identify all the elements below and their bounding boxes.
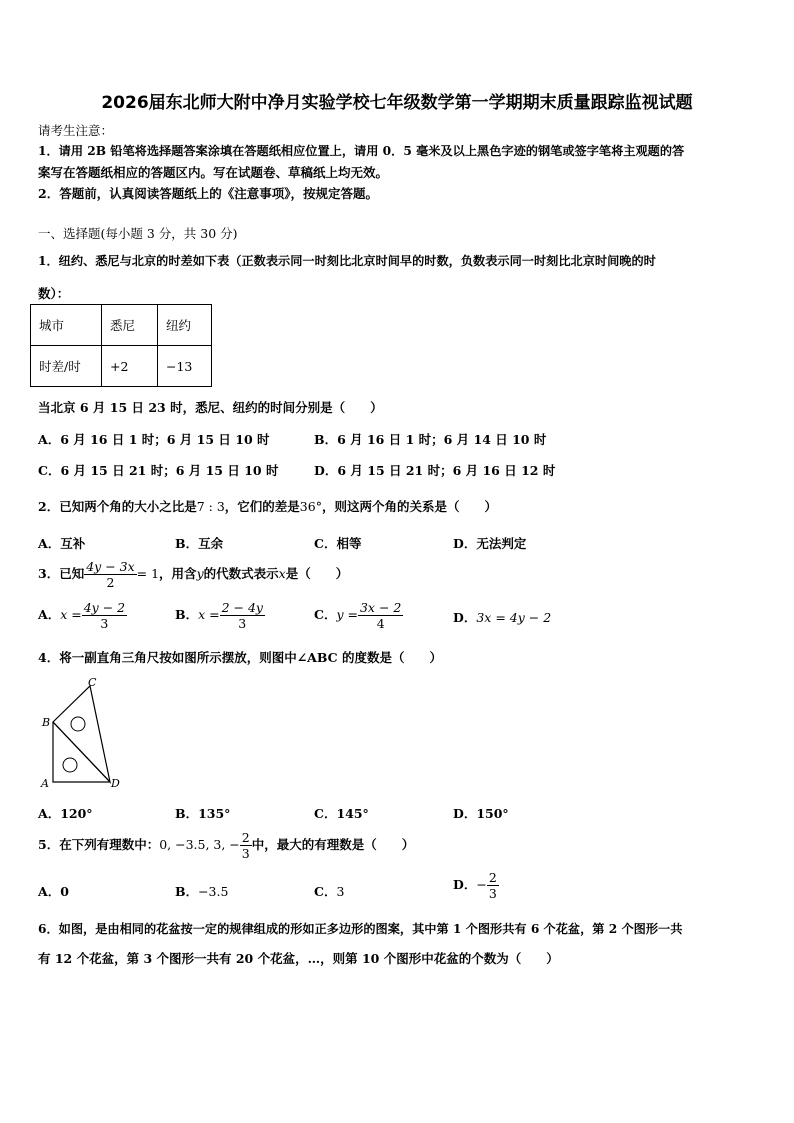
option-lhs: y = [336,607,358,622]
q4-stem: 4．将一副直角三角尺按如图所示摆放，则图中∠ABC 的度数是（ ） [38,650,442,665]
section-heading: 一、选择题(每小题 3 分，共 30 分) [38,226,238,241]
q2-option-c: C．相等 [314,536,362,551]
q5-stem-b: 中，最大的有理数是（ ） [251,837,415,852]
q3-given-rhs: = 1 [136,566,160,581]
square-b-outline [53,686,110,782]
notice-item1-line2: 案写在答题纸相应的答题区内。写在试题卷、草稿纸上均无效。 [38,165,389,180]
notice-heading: 请考生注意： [38,123,114,138]
q4-option-b: B．135° [175,806,231,821]
q2-stem [38,497,497,515]
q2-stem-c: ，则这两个角的关系是（ ） [321,499,497,514]
q6-line1: 6．如图，是由相同的花盆按一定的规律组成的形如正多边形的图案，其中第 1 个图形共有 6 个花盆，第 2 个图形一共 [38,922,683,936]
q5-option-b [175,882,228,900]
point-label-c: C [88,676,97,689]
fraction-numerator: 4y − 3x [86,559,135,574]
q3-option-a [38,600,127,631]
table-row [31,346,212,387]
q1-line2: 数）： [38,286,70,301]
option-fraction [82,600,127,631]
table-cell: 悉尼 [102,305,158,346]
option-expression: 3x = 4y − 2 [476,610,552,625]
q2-option-d: D．无法判定 [453,536,527,551]
option-sign: − [476,877,487,892]
q1-option-d: D．6 月 15 日 21 时；6 月 16 日 12 时 [314,463,556,478]
fraction-denominator: 3 [488,886,497,901]
fraction-numerator: 4y − 2 [83,600,126,615]
option-value: −3.5 [198,884,229,899]
fraction-denominator: 3 [100,616,109,631]
option-label: D． [453,610,477,625]
option-fraction [487,870,499,901]
q6-line2: 有 12 个花盆，第 3 个图形一共有 20 个花盆，…，则第 10 个图形中花盆的个数为（ ） [38,951,559,966]
fraction-denominator: 3 [241,846,250,861]
q2-option-a: A．互补 [38,536,86,551]
option-lhs: x = [60,607,82,622]
q1-option-c: C．6 月 15 日 21 时；6 月 15 日 10 时 [38,463,279,478]
table-row [31,305,212,346]
q3-stem-b: ，用含 [159,566,197,581]
q2-angle: 36° [299,499,322,514]
q3-option-c [314,600,403,631]
point-label-d: D [111,777,120,790]
q5-fraction [240,830,252,861]
fraction-numerator: 2 − 4y [221,600,263,615]
table-cell: 时差/时 [31,346,102,387]
q1-option-a: A．6 月 16 日 1 时；6 月 15 日 10 时 [38,432,270,447]
q3-stem-d: 是（ ） [285,566,349,581]
q1-stem: 当北京 6 月 15 日 23 时，悉尼、纽约的时间分别是（ ） [38,400,383,415]
q5-option-d [453,870,499,901]
fraction-denominator: 2 [106,575,115,590]
option-label: A． [38,607,61,622]
fraction-numerator: 3x − 2 [359,600,402,615]
option-label: C． [314,884,337,899]
square-b-hole [71,717,85,731]
q1-line1: 1．纽约、悉尼与北京的时差如下表（正数表示同一时刻比北京时间早的时数，负数表示同一时刻比北京时间晚的时 [38,254,656,268]
q3-var-y: y [196,566,204,581]
q5-stem [38,830,414,861]
option-label: C． [314,607,337,622]
q3-stem-c: 的代数式表示 [203,566,279,581]
q1-option-b: B．6 月 16 日 1 时；6 月 14 日 10 时 [314,432,547,447]
q2-stem-a: 2．已知两个角的大小之比是 [38,499,197,514]
fraction-numerator: 2 [488,870,497,885]
option-label: B． [175,884,199,899]
notice-item1-line1: 1．请用 2B 铅笔将选择题答案涂填在答题纸相应位置上，请用 0．5 毫米及以上黑色字迹的钢笔或签字笔将主观题的答 [38,144,685,158]
q3-given-fraction [84,559,136,590]
option-label: D． [453,877,477,892]
q3-option-d [453,608,551,626]
option-lhs: x = [198,607,220,622]
point-label-a: A [41,777,49,790]
q4-option-c: C．145° [314,806,369,821]
q5-numbers: 0, −3.5, 3, − [159,837,240,852]
q4-option-a: A．120° [38,806,93,821]
option-fraction [220,600,265,631]
timezone-table [30,304,212,387]
q3-stem [38,559,348,590]
q5-stem-a: 5．在下列有理数中： [38,837,160,852]
table-cell: +2 [102,346,158,387]
q2-ratio: 7 : 3 [196,499,225,514]
q3-var-x: x [278,566,286,581]
q3-stem-a: 3．已知 [38,566,85,581]
fraction-denominator: 3 [238,616,247,631]
q2-option-b: B．互余 [175,536,224,551]
point-label-b: B [42,716,51,729]
q5-option-c [314,882,344,900]
q3-option-b [175,600,265,631]
table-cell: 城市 [31,305,102,346]
option-fraction [358,600,403,631]
q2-stem-b: ，它们的差是 [224,499,300,514]
q5-option-a: A．0 [38,884,69,899]
fraction-numerator: 2 [241,830,250,845]
q4-option-d: D．150° [453,806,509,821]
set-square-diagram [38,674,138,792]
fraction-denominator: 4 [376,616,385,631]
option-value: 3 [336,884,345,899]
page-title: 2026届东北师大附中净月实验学校七年级数学第一学期期末质量跟踪监视试题 [101,93,693,113]
table-cell: −13 [158,346,212,387]
table-cell: 纽约 [158,305,212,346]
option-label: B． [175,607,199,622]
square-a-hole [63,758,77,772]
notice-item2: 2．答题前，认真阅读答题纸上的《注意事项》，按规定答题。 [38,186,378,201]
